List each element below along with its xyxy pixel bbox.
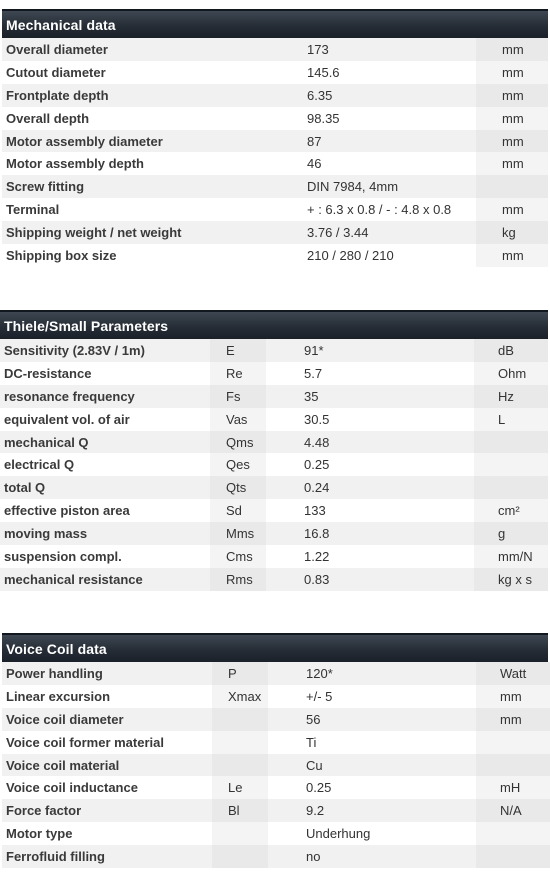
table-row [2,845,548,868]
param-name: Overall diameter [6,42,108,57]
param-symbol: Qts [226,480,247,496]
param-value: 56 [306,711,321,727]
table-row [2,731,548,754]
param-name: Shipping weight / net weight [6,225,182,241]
param-value: +/- 5 [306,688,333,704]
unit-cell-bg [474,431,548,454]
param-name: moving mass [4,526,88,542]
table-row [2,776,548,799]
param-name: Voice coil inductance [6,780,138,796]
param-symbol: Qms [226,434,254,450]
param-unit: N/A [500,803,522,819]
unit-cell-bg [474,408,548,431]
param-value: 30.5 [304,411,330,427]
param-value: Ti [306,734,317,750]
param-name: Voice coil former material [6,734,164,750]
table-row [2,107,548,130]
table-row [2,38,548,61]
voice-coil-header: Voice Coil data [2,633,548,662]
param-name: mechanical Q [4,434,89,450]
symbol-cell-bg [212,662,268,685]
table-row [2,61,548,84]
param-name: Sensitivity (2.83V / 1m) [4,343,145,358]
param-unit: dB [498,343,514,358]
symbol-cell-bg [212,799,268,822]
symbol-cell-bg [212,845,268,868]
param-value: 173 [307,42,329,57]
param-unit: mm [502,64,524,80]
table-row [0,431,548,454]
unit-cell-bg [476,731,550,754]
table-row [0,568,548,591]
param-value: 91* [304,343,324,358]
param-name: effective piston area [4,503,130,519]
param-name: Frontplate depth [6,87,109,103]
param-name: DC-resistance [4,365,92,381]
param-name: Shipping box size [6,248,117,264]
param-name: Linear excursion [6,688,111,704]
param-value: 4.48 [304,434,330,450]
param-unit: mm/N [498,549,533,565]
symbol-cell-bg [212,822,268,845]
param-value: Underhung [306,826,371,842]
param-unit: Watt [500,666,527,681]
param-value: 5.7 [304,365,323,381]
param-name: suspension compl. [4,549,122,565]
table-row [2,244,548,267]
table-row [2,130,548,153]
param-symbol: Xmax [228,688,262,704]
param-value: 3.76 / 3.44 [307,225,369,241]
table-row [2,175,548,198]
thiele-small-table [0,339,548,591]
mechanical-data-header: Mechanical data [2,9,548,38]
param-name: electrical Q [4,457,75,473]
param-symbol: Le [228,780,243,796]
param-symbol: E [226,343,235,358]
param-unit: kg [502,225,516,241]
param-value: 0.83 [304,571,330,587]
param-value: 87 [307,133,322,149]
param-unit: cm² [498,503,520,519]
thiele-small-header: Thiele/Small Parameters [0,310,548,339]
param-unit: mH [500,780,521,796]
param-value: 98.35 [307,110,340,126]
unit-cell-bg [476,175,548,198]
param-value: 35 [304,388,319,404]
param-unit: mm [502,87,524,103]
param-value: 145.6 [307,64,340,80]
param-value: 0.24 [304,480,330,496]
param-symbol: Fs [226,388,241,404]
param-value: 0.25 [306,780,332,796]
param-name: Ferrofluid filling [6,849,105,865]
param-unit: mm [502,42,524,57]
param-symbol: Mms [226,526,255,542]
param-unit: mm [502,248,524,264]
param-name: resonance frequency [4,388,135,404]
param-name: mechanical resistance [4,571,143,587]
unit-cell-bg [476,754,550,777]
unit-cell-bg [474,522,548,545]
table-row [0,362,548,385]
param-value: 133 [304,503,326,519]
param-unit: mm [502,156,524,172]
param-unit: Ohm [498,365,527,381]
param-unit: mm [502,110,524,126]
table-row [2,198,548,221]
unit-cell-bg [474,453,548,476]
param-name: equivalent vol. of air [4,411,130,427]
table-row [0,453,548,476]
param-name: Terminal [6,202,60,218]
param-value: 120* [306,666,333,681]
param-value: 1.22 [304,549,330,565]
symbol-cell-bg [212,754,268,777]
param-name: total Q [4,480,46,496]
voice-coil-section [2,633,548,868]
param-value: 0.25 [304,457,330,473]
table-row [0,408,548,431]
param-symbol: Vas [226,411,248,427]
param-unit: kg x s [498,571,532,587]
param-value: 16.8 [304,526,330,542]
table-row [2,221,548,244]
param-name: Overall depth [6,110,90,126]
param-name: Power handling [6,666,103,681]
param-symbol: P [228,666,237,681]
param-value: 210 / 280 / 210 [307,248,394,264]
param-unit: mm [502,202,524,218]
table-row [2,84,548,107]
param-unit: mm [500,688,522,704]
param-symbol: Bl [228,803,240,819]
table-row [0,339,548,362]
voice-coil-table [2,662,548,868]
table-row [2,799,548,822]
thiele-small-section [0,310,548,591]
symbol-cell-bg [212,708,268,731]
table-row [0,522,548,545]
unit-cell-bg [476,845,550,868]
param-unit: Hz [498,388,514,404]
param-name: Motor assembly depth [6,156,144,172]
table-row [2,685,548,708]
symbol-cell-bg [212,731,268,754]
param-unit: mm [500,711,522,727]
param-value: DIN 7984, 4mm [307,179,399,195]
param-name: Force factor [6,803,82,819]
table-row [2,708,548,731]
param-name: Cutout diameter [6,64,106,80]
param-name: Screw fitting [6,179,85,195]
table-row [2,822,548,845]
param-symbol: Rms [226,571,253,587]
param-symbol: Qes [226,457,250,473]
mechanical-data-section [2,9,548,267]
param-name: Voice coil material [6,757,120,773]
param-unit: L [498,411,506,427]
param-name: Motor assembly diameter [6,133,163,149]
param-value: 9.2 [306,803,325,819]
param-value: 6.35 [307,87,333,103]
table-row [2,662,548,685]
param-symbol: Cms [226,549,253,565]
table-row [0,499,548,522]
param-symbol: Sd [226,503,242,519]
param-name: Voice coil diameter [6,711,124,727]
param-value: 46 [307,156,322,172]
param-value: no [306,849,321,865]
param-unit: g [498,526,506,542]
unit-cell-bg [474,476,548,499]
param-value: Cu [306,757,323,773]
param-name: Motor type [6,826,73,842]
unit-cell-bg [476,822,550,845]
param-value: + : 6.3 x 0.8 / - : 4.8 x 0.8 [307,202,452,218]
symbol-cell-bg [210,339,266,362]
param-symbol: Re [226,365,243,381]
table-row [0,385,548,408]
table-row [2,754,548,777]
table-row [0,545,548,568]
table-row [0,476,548,499]
table-row [2,152,548,175]
param-unit: mm [502,133,524,149]
mechanical-data-table [2,38,548,267]
